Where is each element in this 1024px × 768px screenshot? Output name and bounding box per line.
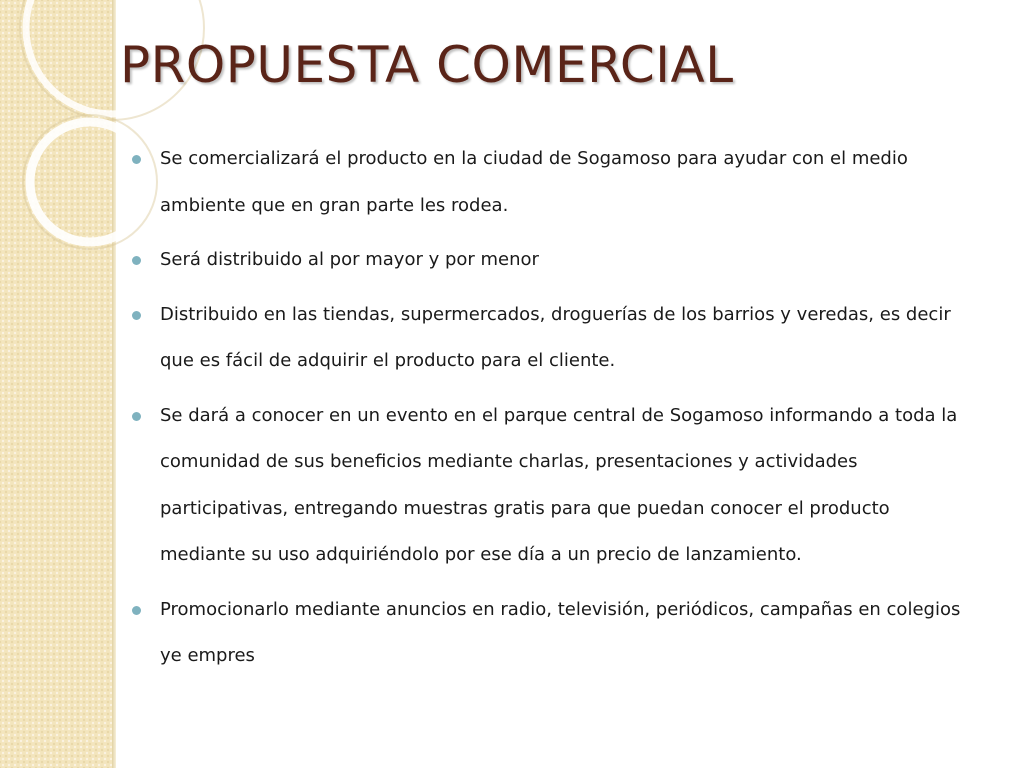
slide-title: PROPUESTA COMERCIAL [120, 36, 734, 94]
circle-bullet-icon [132, 311, 141, 320]
side-texture-panel [0, 0, 112, 768]
bullet-item [130, 587, 970, 680]
circle-bullet-icon [132, 155, 141, 164]
bullet-item [130, 136, 970, 229]
bullet-text: Se dará a conocer en un evento en el parque central de Sogamoso informando a toda la comunidad de sus beneficios mediante charlas, presentaciones y actividades participativas, entregando muestras gratis para que puedan conocer el producto mediante su uso adquiriéndolo por ese día a un precio de lanzamiento. [160, 404, 958, 565]
bullet-text: Será distribuido al por mayor y por menor [160, 249, 539, 270]
side-panel-edge [112, 0, 116, 768]
circle-bullet-icon [132, 256, 141, 265]
bullet-text: Se comercializará el producto en la ciudad de Sogamoso para ayudar con el medio ambiente que en gran parte les rodea. [160, 148, 908, 216]
bullet-item [130, 393, 970, 579]
bullet-item [130, 292, 970, 385]
bullet-list [130, 136, 970, 688]
circle-bullet-icon [132, 412, 141, 421]
bullet-text: Promocionarlo mediante anuncios en radio, televisión, periódicos, campañas en colegios ye empres [160, 598, 961, 666]
circle-bullet-icon [132, 606, 141, 615]
bullet-text: Distribuido en las tiendas, supermercados, droguerías de los barrios y veredas, es decir que es fácil de adquirir el producto para el cliente. [160, 303, 951, 371]
bullet-item [130, 237, 970, 284]
